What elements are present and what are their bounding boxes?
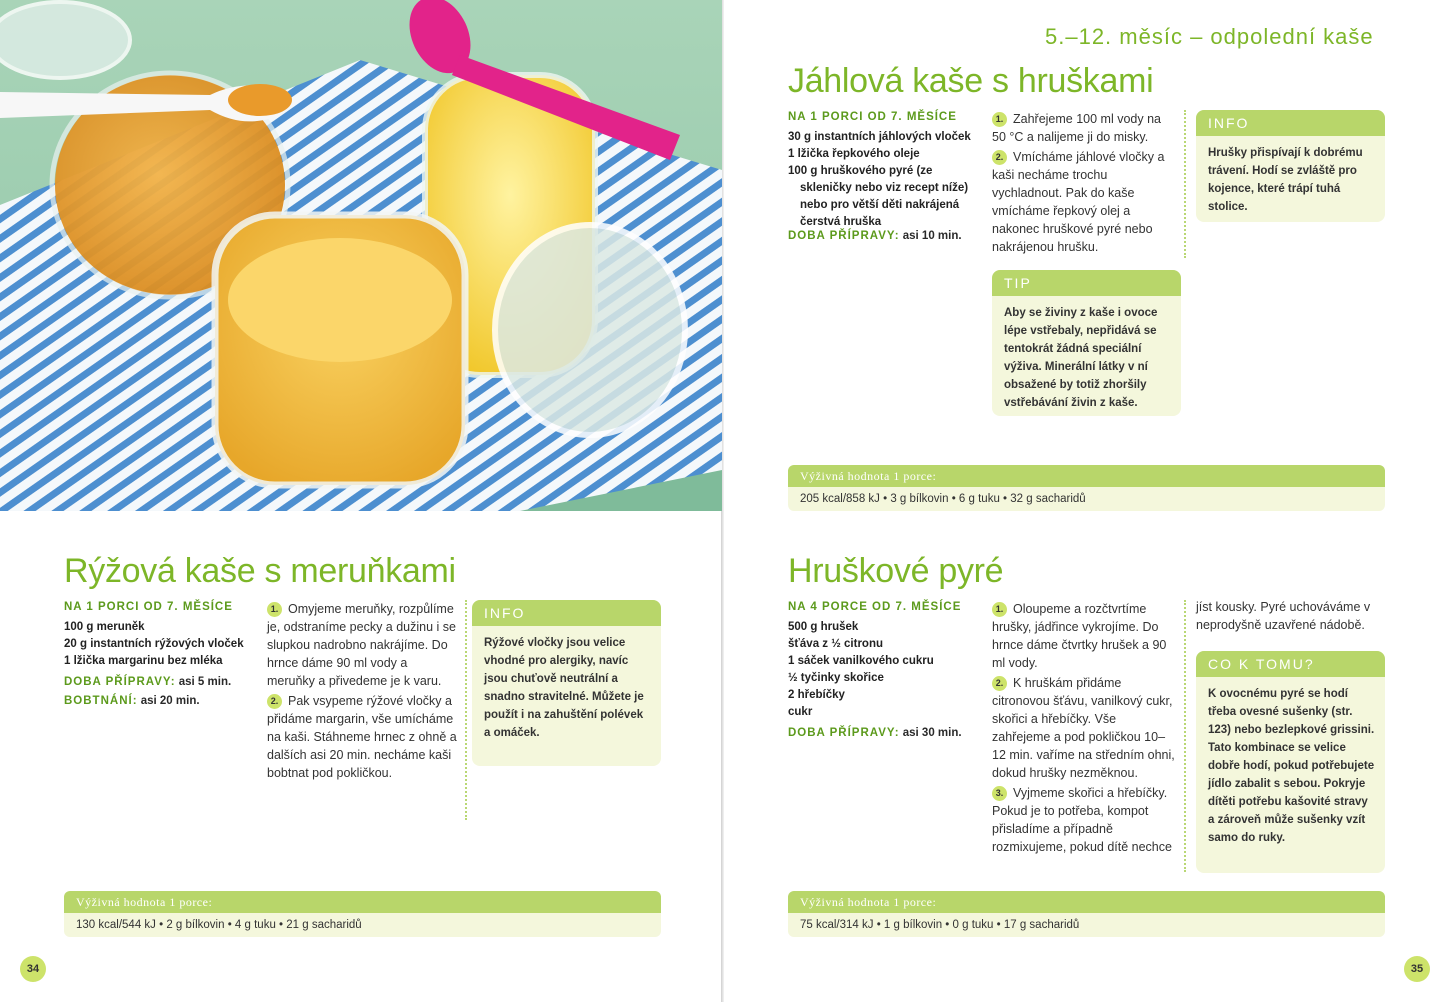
soak-label: BOBTNÁNÍ:: [64, 695, 138, 707]
nutrition-pear: [788, 891, 1385, 937]
prep-time-pear: [788, 724, 962, 742]
info-box-text: Hrušky přispívají k dobrému trávení. Hodí se zvláště pro kojence, které trápí tuhá stolice.: [1208, 147, 1363, 213]
soak-time-rice: [64, 692, 200, 710]
step-text: Pak vsypeme rýžové vločky a přidáme margarin, vše umícháme na kaši. Stáhneme hrnec z ohně a dalších asi 20 min. necháme kaši bobtnat pod pokličkou.: [267, 694, 457, 780]
page-number-right: 35: [1404, 956, 1430, 982]
tip-box-millet: [992, 270, 1181, 416]
recipe-title-pear: Hruškové pyré: [788, 552, 1004, 590]
side-box-title: CO K TOMU?: [1196, 651, 1385, 677]
tip-box-title: TIP: [992, 270, 1181, 296]
serving-rice: NA 1 PORCI OD 7. MĚSÍCE: [64, 601, 233, 613]
step-text: Vmícháme jáhlové vločky a kaši necháme trochu vychladnout. Pak do kaše vmícháme řepkový olej a nakonec hruškové pyré nebo nakrájenou hrušku.: [992, 150, 1165, 254]
prep-value: asi 30 min.: [902, 727, 962, 739]
prep-time-millet: [788, 227, 962, 245]
baby-food-jars-photo: [0, 0, 722, 511]
nutrition-value: 130 kcal/544 kJ • 2 g bílkovin • 4 g tuku • 21 g sacharidů: [64, 913, 661, 937]
prep-label: DOBA PŘÍPRAVY:: [788, 230, 900, 242]
prep-label: DOBA PŘÍPRAVY:: [788, 727, 900, 739]
ingredient: cukr: [788, 706, 813, 718]
step-number-badge: 2.: [267, 694, 282, 709]
side-box-text: K ovocnému pyré se hodí třeba ovesné sušenky (str. 123) nebo bezlepkové grissini. Tato kombinace se velice dobře hodí, pokud potřebujete jídlo zabalit s sebou. Pokryje dítěti potřebu kašovité stravy a zároveň může sušenky vzít samo do ruky.: [1208, 688, 1375, 844]
steps-rice: [267, 600, 467, 820]
ingredients-rice: [64, 619, 242, 670]
info-box-title: INFO: [1196, 110, 1385, 136]
serving-pear: NA 4 PORCE OD 7. MĚSÍCE: [788, 601, 962, 613]
info-box-rice: [472, 600, 661, 766]
nutrition-label: Výživná hodnota 1 porce:: [788, 465, 1385, 487]
nutrition-value: 205 kcal/858 kJ • 3 g bílkovin • 6 g tuku • 32 g sacharidů: [788, 487, 1385, 511]
soak-value: asi 20 min.: [140, 695, 200, 707]
nutrition-rice: [64, 891, 661, 937]
step-number-badge: 2.: [992, 676, 1007, 691]
chapter-heading: 5.–12. měsíc – odpolední kaše: [1045, 24, 1374, 49]
side-box-pear: [1196, 651, 1385, 873]
step-text: Vyjmeme skořici a hřebíčky. Pokud je to potřeba, kompot přisladíme a případně rozmixujeme, pokud dítě nechce: [992, 786, 1172, 854]
prep-value: asi 10 min.: [902, 230, 962, 242]
prep-time-rice: [64, 673, 231, 691]
ingredient: 500 g hrušek: [788, 621, 859, 633]
step-text: Zahřejeme 100 ml vody na 50 °C a nalijeme ji do misky.: [992, 112, 1161, 144]
step-text: Omyjeme meruňky, rozpůlíme je, odstraníme pecky a dužinu i se slupkou nadrobno nakrájíme. Do hrnce dáme 90 ml vody a meruňky a přivedeme je k varu.: [267, 602, 456, 688]
ingredients-millet: [788, 129, 978, 231]
recipe-title-rice: Rýžová kaše s meruňkami: [64, 552, 456, 590]
step-text: K hruškám přidáme citronovou šťávu, vanilkový cukr, skořici a hřebíčky. Vše zahřejeme a pod pokličkou 10–12 min. vaříme na středním ohni, dokud hrušky nezměknou.: [992, 676, 1175, 780]
steps-pear: [992, 600, 1186, 872]
step-number-badge: 1.: [992, 112, 1007, 127]
serving-millet: NA 1 PORCI OD 7. MĚSÍCE: [788, 111, 957, 123]
ingredient: 2 hřebíčky: [788, 689, 845, 701]
ingredient: 100 g meruněk: [64, 621, 145, 633]
tip-box-text: Aby se živiny z kaše i ovoce lépe vstřebaly, nepřidává se tentokrát žádná speciální výživa. Minerální látky v ní obsažené by totiž zhoršily vstřebávání živin z kaše.: [1004, 307, 1158, 409]
ingredient: 1 lžička řepkového oleje: [788, 148, 920, 160]
step-number-badge: 3.: [992, 786, 1007, 801]
step-number-badge: 1.: [992, 602, 1007, 617]
ingredient: ½ tyčinky skořice: [788, 672, 884, 684]
step-number-badge: 1.: [267, 602, 282, 617]
ingredients-pear: [788, 619, 978, 721]
info-box-text: Rýžové vločky jsou velice vhodné pro alergiky, navíc jsou chuťově neutrální a snadno stravitelné. Můžete je použít i na zahuštění polévek a omáček.: [484, 637, 644, 739]
ingredient: 30 g instantních jáhlových vloček: [788, 131, 971, 143]
recipe-title-millet: Jáhlová kaše s hruškami: [788, 62, 1154, 100]
ingredient: 100 g hruškového pyré (ze skleničky nebo viz recept níže) nebo pro větší děti nakrájená čerstvá hruška: [788, 165, 969, 228]
ingredient: 1 sáček vanilkového cukru: [788, 655, 934, 667]
step-number-badge: 2.: [992, 150, 1007, 165]
info-box-title: INFO: [472, 600, 661, 626]
steps-millet: [992, 110, 1186, 258]
step3-continuation: jíst kousky. Pyré uchováváme v neprodyšně uzavřené nádobě.: [1196, 600, 1371, 632]
nutrition-label: Výživná hodnota 1 porce:: [788, 891, 1385, 913]
nutrition-millet: [788, 465, 1385, 511]
ingredient: šťáva z ½ citronu: [788, 638, 883, 650]
nutrition-label: Výživná hodnota 1 porce:: [64, 891, 661, 913]
step-text: Oloupeme a rozčtvrtíme hrušky, jádřince vykrojíme. Do hrnce dáme čtvrtky hrušek a 90 ml vody.: [992, 602, 1167, 670]
page-number-left: 34: [20, 956, 46, 982]
prep-label: DOBA PŘÍPRAVY:: [64, 676, 176, 688]
info-box-millet: [1196, 110, 1385, 222]
nutrition-value: 75 kcal/314 kJ • 1 g bílkovin • 0 g tuku • 17 g sacharidů: [788, 913, 1385, 937]
ingredient: 20 g instantních rýžových vloček: [64, 638, 244, 650]
prep-value: asi 5 min.: [178, 676, 232, 688]
ingredient: 1 lžička margarinu bez mléka: [64, 655, 223, 667]
